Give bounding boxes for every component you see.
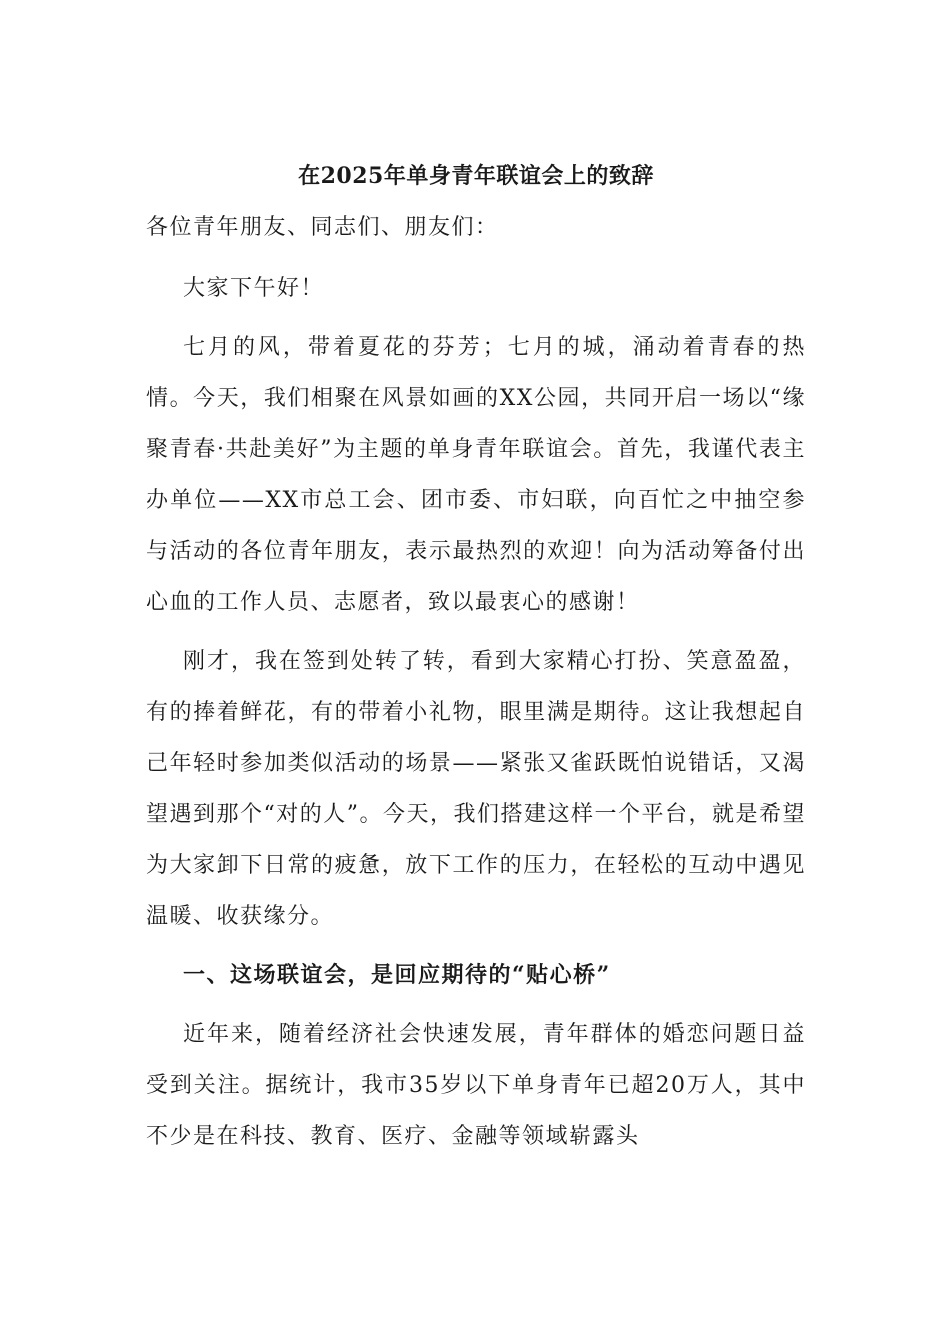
section-heading: 一、这场联谊会，是回应期待的“贴心桥” xyxy=(183,962,611,988)
document-title: 在2025年单身青年联谊会上的致辞 xyxy=(298,163,654,189)
paragraph-signin: 刚才，我在签到处转了转，看到大家精心打扮、笑意盈盈，有的捧着鲜花，有的带着小礼物，眼里满是期待。这让我想起自己年轻时参加类似活动的场景——紧张又雀跃既怕说错话，又渴望遇到那个“对的人”。今天，我们搭建这样一个平台，就是希望为大家卸下日常的疲惫，放下工作的压力，在轻松的互动中遇见温暖、收获缘分。 xyxy=(146,649,806,929)
salutation: 各位青年朋友、同志们、朋友们： xyxy=(146,215,499,240)
document-body xyxy=(146,152,806,1170)
paragraph-opening: 七月的风，带着夏花的芬芳；七月的城，涌动着青春的热情。今天，我们相聚在风景如画的XX公园，共同开启一场以“缘聚青春·共赴美好”为主题的单身青年联谊会。首先，我谨代表主办单位——XX市总工会、团市委、市妇联，向百忙之中抽空参与活动的各位青年朋友，表示最热烈的欢迎！向为活动筹备付出心血的工作人员、志愿者，致以最衷心的感谢！ xyxy=(146,335,806,615)
greeting: 大家下午好！ xyxy=(183,276,325,301)
paragraph-statistics: 近年来，随着经济社会快速发展，青年群体的婚恋问题日益受到关注。据统计，我市35岁以下单身青年已超20万人，其中不少是在科技、教育、医疗、金融等领域崭露头 xyxy=(146,1022,806,1149)
